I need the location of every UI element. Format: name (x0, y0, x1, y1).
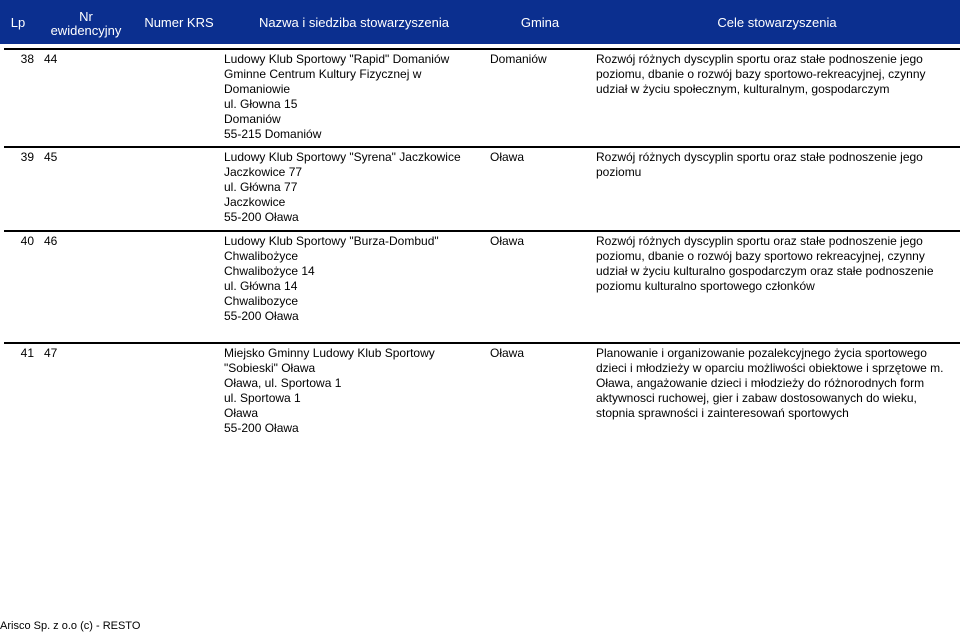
cele-line: poziomu, dbanie o rozwój bazy sportowo rekreacyjnej, czynny (596, 249, 925, 263)
row-name (224, 346, 484, 436)
name-line: 55-200 Oława (224, 210, 299, 224)
name-line: "Sobieski" Oława (224, 361, 316, 375)
name-line: Oława, ul. Sportowa 1 (224, 376, 342, 390)
name-line: Domaniów (224, 112, 281, 126)
header-nr-line1: Nr (79, 9, 93, 24)
table-header (0, 0, 960, 44)
row-nr: 45 (44, 150, 58, 164)
cele-line: poziomu (596, 165, 642, 179)
table-row (4, 48, 960, 144)
table-row (4, 146, 960, 228)
name-line: 55-215 Domaniów (224, 127, 322, 141)
cele-line: Rozwój różnych dyscyplin sportu oraz stałe podnoszenie jego (596, 234, 923, 248)
row-nr: 46 (44, 234, 58, 248)
cele-line: poziomu, dbanie o rozwój bazy sportowo-rekreacyjnej, czynny (596, 67, 926, 81)
name-line: Chwalibozyce (224, 294, 299, 308)
header-numer-krs: Numer KRS (144, 15, 214, 30)
cele-line: Oława, angażowanie dzieci i młodzieży do różnorodnych form (596, 376, 925, 390)
row-gmina: Oława (490, 234, 525, 248)
cele-line: udział w życiu społecznym, kulturalnym, gospodarczym (596, 82, 890, 96)
cele-line: udział w życiu kulturalno gospodarczym oraz stałe podnoszenie (596, 264, 934, 278)
header-nazwa: Nazwa i siedziba stowarzyszenia (258, 15, 450, 30)
name-line: ul. Główna 14 (224, 279, 298, 293)
row-name (224, 52, 484, 142)
name-line: 55-200 Oława (224, 309, 299, 323)
header-nr-line2: ewidencyjny (50, 23, 122, 38)
header-nr-ewidencyjny (36, 10, 136, 38)
row-lp: 41 (20, 346, 34, 360)
header-cele: Cele stowarzyszenia (717, 15, 837, 30)
name-line: Jaczkowice 77 (224, 165, 303, 179)
row-cele (596, 234, 960, 294)
row-cele (596, 52, 960, 97)
cele-line: aktywnosci ruchowej, gier i zabaw dostosowanych do wieku, (596, 391, 917, 405)
cele-line: Planowanie i organizowanie pozalekcyjnego życia sportowego (596, 346, 927, 360)
cele-line: Rozwój różnych dyscyplin sportu oraz stałe podnoszenie jego (596, 150, 923, 164)
row-gmina: Oława (490, 346, 525, 360)
name-line: Ludowy Klub Sportowy "Burza-Dombud" (224, 234, 439, 248)
row-name (224, 150, 484, 225)
table-row (4, 342, 960, 470)
table-row (4, 230, 960, 338)
row-nr: 44 (44, 52, 58, 66)
name-line: Chwalibożyce (224, 249, 299, 263)
name-line: Gminne Centrum Kultury Fizycznej w (224, 67, 422, 81)
row-cele (596, 150, 960, 180)
name-line: Ludowy Klub Sportowy "Syrena" Jaczkowice (224, 150, 461, 164)
name-line: ul. Główna 77 (224, 180, 298, 194)
row-lp: 39 (20, 150, 34, 164)
row-cele (596, 346, 960, 421)
name-line: Oława (224, 406, 259, 420)
footer-copyright: Arisco Sp. z o.o (c) - RESTO (0, 620, 141, 632)
cele-line: poziomu kulturalno sportowego członków (596, 279, 815, 293)
cele-line: dzieci i młodzieży w oparciu możliwości obiektowe i sprzętowe m. (596, 361, 944, 375)
row-gmina: Oława (490, 150, 525, 164)
row-lp: 38 (20, 52, 34, 66)
name-line: Ludowy Klub Sportowy "Rapid" Domaniów (224, 52, 450, 66)
name-line: 55-200 Oława (224, 421, 299, 435)
row-lp: 40 (20, 234, 34, 248)
name-line: Domaniowie (224, 82, 291, 96)
cele-line: stopnia sprawności i zainteresowań sportowych (596, 406, 849, 420)
header-gmina: Gmina (520, 15, 560, 30)
name-line: Jaczkowice (224, 195, 286, 209)
header-lp: Lp (10, 15, 26, 30)
name-line: Chwalibożyce 14 (224, 264, 315, 278)
name-line: Miejsko Gminny Ludowy Klub Sportowy (224, 346, 435, 360)
row-nr: 47 (44, 346, 58, 360)
cele-line: Rozwój różnych dyscyplin sportu oraz stałe podnoszenie jego (596, 52, 923, 66)
name-line: ul. Sportowa 1 (224, 391, 301, 405)
row-gmina: Domaniów (490, 52, 547, 66)
row-name (224, 234, 484, 324)
name-line: ul. Głowna 15 (224, 97, 298, 111)
